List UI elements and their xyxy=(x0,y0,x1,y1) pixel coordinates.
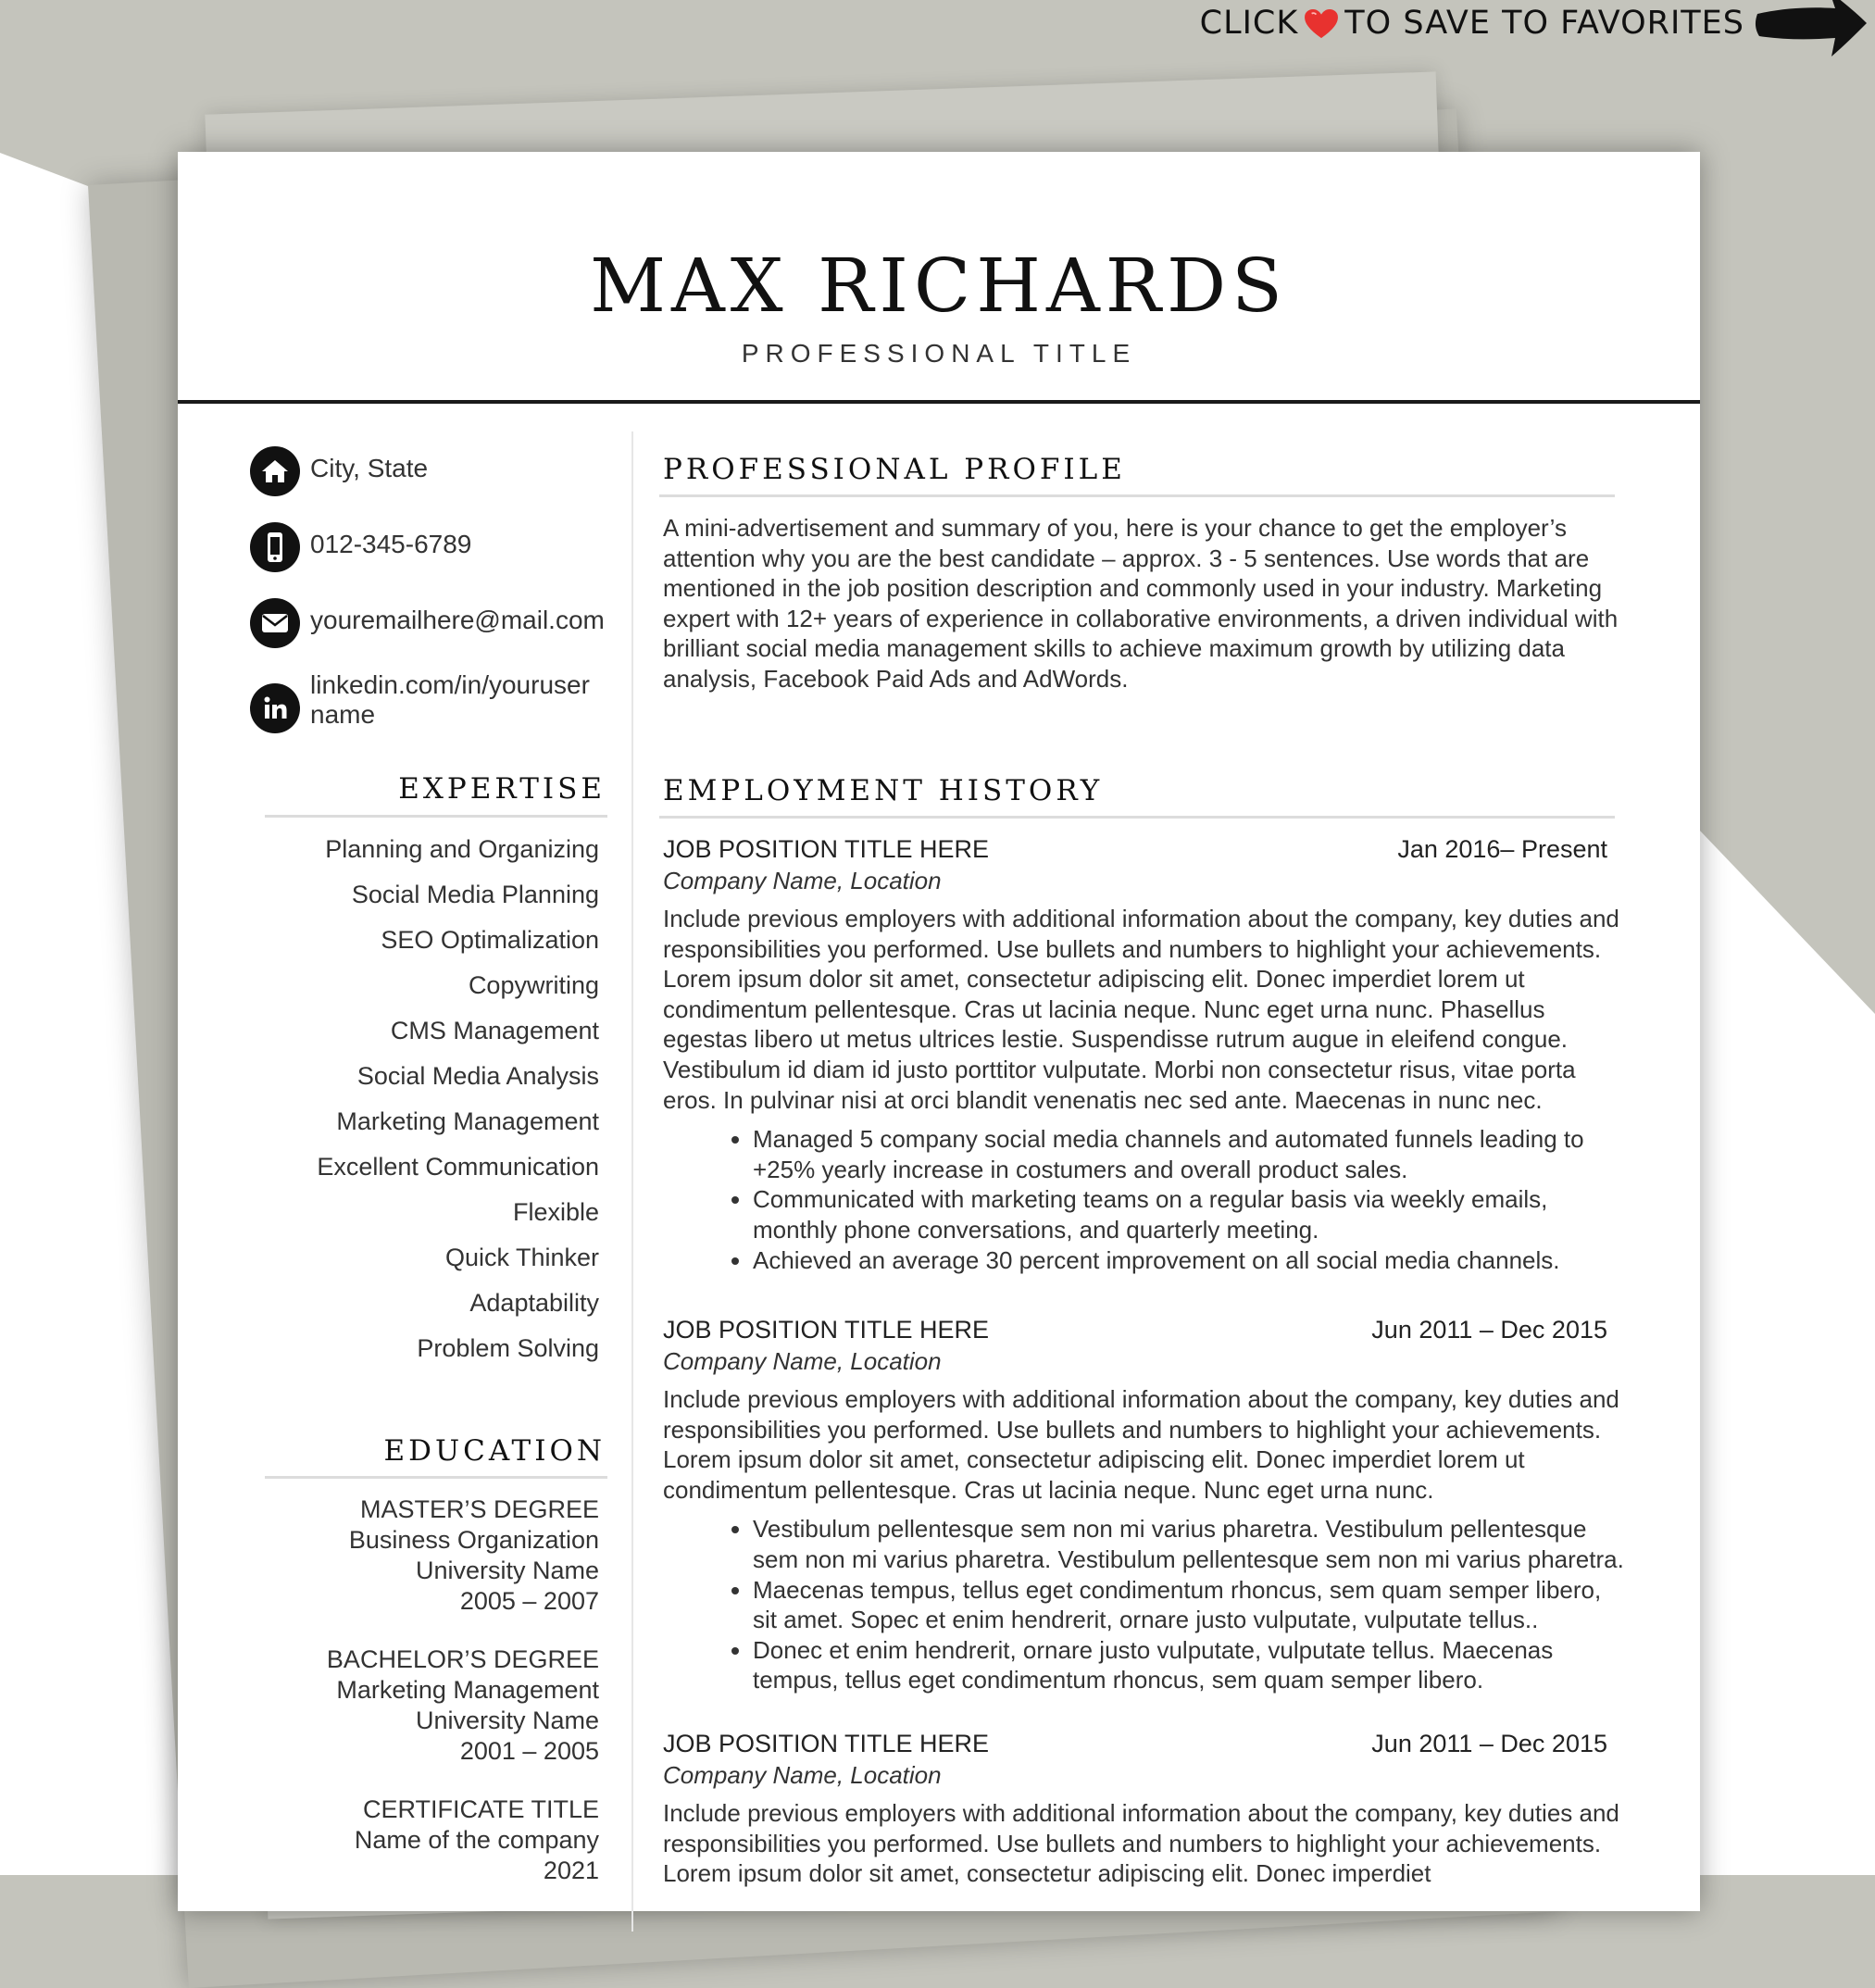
education-rule xyxy=(265,1476,607,1479)
education-item xyxy=(215,1494,599,1617)
expertise-rule xyxy=(265,815,607,818)
employment-rule xyxy=(659,816,1615,819)
home-icon xyxy=(250,446,300,496)
expertise-heading: EXPERTISE xyxy=(398,772,606,806)
job-header xyxy=(663,1314,1607,1345)
employment-heading: EMPLOYMENT HISTORY xyxy=(663,774,1104,807)
job-header xyxy=(663,1728,1607,1759)
job-entry xyxy=(663,1314,1624,1695)
heart-icon xyxy=(1304,8,1339,40)
education-heading: EDUCATION xyxy=(383,1434,606,1468)
expertise-item: Flexible xyxy=(512,1198,599,1226)
expertise-item: Marketing Management xyxy=(336,1107,599,1135)
expertise-item: Planning and Organizing xyxy=(325,835,599,863)
job-bullet: • Maecenas tempus, tellus eget condimentum rhoncus, sem quam semper libero, sit amet. Sopec et enim hendrerit, ornare justo vulputate, vulputate tellus.. xyxy=(753,1575,1628,1635)
column-divider xyxy=(631,431,633,1932)
education-degree: CERTIFICATE TITLE xyxy=(362,1795,599,1823)
job-bullet: • Donec et enim hendrerit, ornare justo vulputate, vulputate tellus. Maecenas tempus, tellus eget condimentum rhoncus, sem quam semper libero. xyxy=(753,1635,1628,1695)
job-title: JOB POSITION TITLE HERE xyxy=(663,1316,990,1344)
candidate-name: MAX RICHARDS xyxy=(590,243,1288,329)
education-school: University Name xyxy=(415,1707,599,1734)
job-dates: Jun 2011 – Dec 2015 xyxy=(1371,1316,1607,1344)
education-item xyxy=(215,1794,599,1886)
education-field: Name of the company xyxy=(354,1826,599,1854)
location-text: City, State xyxy=(310,454,429,482)
job-title: JOB POSITION TITLE HERE xyxy=(663,835,990,863)
resume-page xyxy=(178,152,1700,1911)
profile-rule xyxy=(659,494,1615,497)
profile-heading: PROFESSIONAL PROFILE xyxy=(663,453,1126,486)
contact-linkedin xyxy=(250,670,588,733)
email-text: youremailhere@mail.com xyxy=(310,606,605,634)
expertise-item: Copywriting xyxy=(468,971,599,999)
job-company: Company Name, Location xyxy=(663,1347,942,1375)
job-description: Include previous employers with additional information about the company, key duties and responsibilities you performed. Use bullets and numbers to highlight your achievements. Lorem ipsum dolor sit amet, consectetur adipiscing elit. Donec imperdiet xyxy=(663,1799,1619,1888)
expertise-item: Excellent Communication xyxy=(317,1153,599,1181)
job-description: Include previous employers with additional information about the company, key duties and responsibilities you performed. Use bullets and numbers to highlight your achievements. Lorem ipsum dolor sit amet, consectetur adipiscing elit. Donec imperdiet lorem ut condimentum pellentesque. Cras ut lacinia neque. Nunc eget urna nunc. xyxy=(663,1385,1619,1504)
education-field: Marketing Management xyxy=(336,1676,599,1704)
education-years: 2005 – 2007 xyxy=(459,1587,599,1615)
job-dates: Jan 2016– Present xyxy=(1397,835,1607,863)
professional-title: PROFESSIONAL TITLE xyxy=(741,339,1137,368)
expertise-list xyxy=(215,827,599,1371)
job-company: Company Name, Location xyxy=(663,1761,942,1789)
job-bullet: • Achieved an average 30 percent improvement on all social media channels. xyxy=(753,1245,1628,1276)
phone-text: 012-345-6789 xyxy=(310,530,472,558)
education-list xyxy=(215,1494,599,1914)
banner-click-text: CLICK xyxy=(1199,5,1299,42)
header-divider xyxy=(178,400,1700,404)
job-title: JOB POSITION TITLE HERE xyxy=(663,1730,990,1757)
education-item xyxy=(215,1644,599,1767)
linkedin-text: linkedin.com/in/youruser name xyxy=(310,670,590,729)
job-bullet: • Communicated with marketing teams on a regular basis via weekly emails, monthly phone conversations, and quarterly meeting. xyxy=(753,1184,1628,1244)
job-bullet-list xyxy=(663,1124,1628,1275)
education-degree: MASTER’S DEGREE xyxy=(359,1495,599,1523)
job-bullet: • Vestibulum pellentesque sem non mi varius pharetra. Vestibulum pellentesque sem non mi varius pharetra. Vestibulum pellentesque sem non mi varius pharetra. xyxy=(753,1514,1628,1574)
expertise-item: CMS Management xyxy=(390,1017,599,1044)
education-years: 2001 – 2005 xyxy=(459,1737,599,1765)
job-header xyxy=(663,833,1607,865)
expertise-item: Problem Solving xyxy=(417,1334,599,1362)
job-entry xyxy=(663,1728,1619,1889)
job-bullet-list xyxy=(663,1514,1628,1695)
expertise-item: Social Media Planning xyxy=(351,881,599,908)
education-school: University Name xyxy=(415,1557,599,1584)
contact-location xyxy=(250,446,588,496)
email-icon xyxy=(250,598,300,648)
banner-save-text: TO SAVE TO FAVORITES xyxy=(1344,5,1744,42)
linkedin-icon xyxy=(250,683,300,733)
phone-icon xyxy=(250,522,300,572)
expertise-item: SEO Optimalization xyxy=(381,926,599,954)
job-dates: Jun 2011 – Dec 2015 xyxy=(1371,1730,1607,1757)
expertise-item: Social Media Analysis xyxy=(356,1062,599,1090)
contact-phone xyxy=(250,522,588,572)
education-field: Business Organization xyxy=(348,1526,599,1554)
save-to-favorites-banner[interactable] xyxy=(1200,0,1875,46)
arrow-right-icon xyxy=(1754,0,1869,60)
job-description: Include previous employers with additional information about the company, key duties and responsibilities you performed. Use bullets and numbers to highlight your achievements. Lorem ipsum dolor sit amet, consectetur adipiscing elit. Donec imperdiet lorem ut condimentum pellentesque. Cras ut lacinia neque. Nunc eget urna nunc. Phasellus egestas libero ut metus ultrices lestie. Suspendisse rutrum augue in eleifend congue. Vestibulum id diam id justo porttitor vulputate. Morbi non consectetur risus, vitae porta eros. In pulvinar nisi at orci blandit venenatis nec sed ante. Maecenas in nunc nec. xyxy=(663,905,1619,1114)
job-bullet: • Managed 5 company social media channels and automated funnels leading to +25% yearly increase in costumers and overall product sales. xyxy=(753,1124,1628,1184)
expertise-item: Quick Thinker xyxy=(444,1244,599,1271)
job-entry xyxy=(663,833,1619,1275)
expertise-item: Adaptability xyxy=(469,1289,599,1317)
banner-text xyxy=(1200,5,1744,42)
job-company: Company Name, Location xyxy=(663,867,942,894)
education-degree: BACHELOR’S DEGREE xyxy=(326,1645,599,1673)
profile-text: A mini-advertisement and summary of you, here is your chance to get the employer’s attention why you are the best candidate – approx. 3 - 5 sentences. Use words that are mentioned in the job position description and commonly used in your industry. Marketing expert with 12+ years of experience in collaborative environments, a driven individual with brilliant social media management skills to achieve maximum growth by utilizing data analysis, Facebook Paid Ads and AdWords. xyxy=(663,514,1619,693)
education-years: 2021 xyxy=(543,1857,599,1884)
contact-email xyxy=(250,598,605,648)
